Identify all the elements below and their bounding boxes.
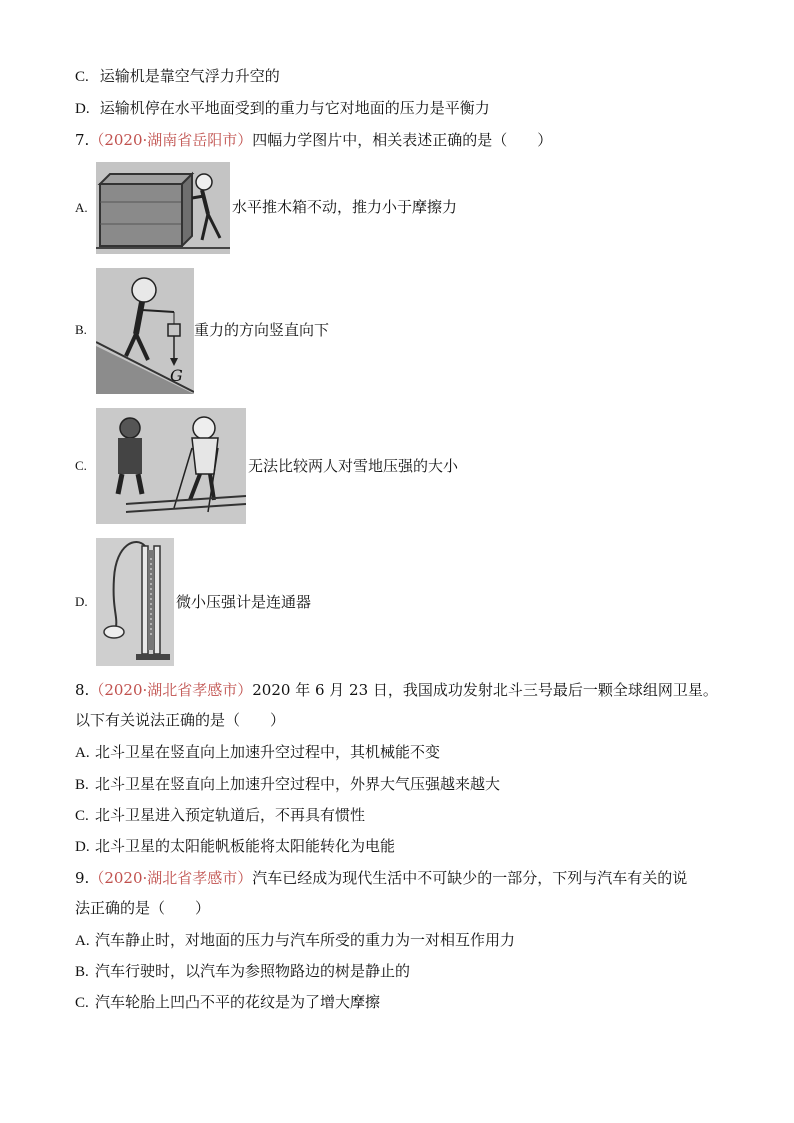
q9-option-c: C. 汽车轮胎上凹凸不平的花纹是为了增大摩擦 [75,993,381,1011]
q6-option-c: C. 运输机是靠空气浮力升空的 [75,67,280,85]
pressure-gauge-image [96,538,174,666]
q7-option-c-text: 无法比较两人对雪地压强的大小 [248,457,459,475]
q7-option-a-letter: A. [75,200,88,215]
q8-option-b: B. 北斗卫星在竖直向上加速升空过程中，外界大气压强越来越大 [75,775,501,793]
q9-stem-line2: 法正确的是（ ） [75,899,211,917]
q8-option-c: C. 北斗卫星进入预定轨道后，不再具有惯性 [75,806,366,824]
q9-option-a: A. 汽车静止时，对地面的压力与汽车所受的重力为一对相互作用力 [75,931,516,949]
gravity-slope-image [96,268,194,394]
q8-stem-line2: 以下有关说法正确的是（ ） [75,711,286,729]
q7-option-d-letter: D. [75,594,88,609]
q6-option-d: D. 运输机停在水平地面受到的重力与它对地面的压力是平衡力 [75,99,490,117]
q8-stem-line1: 8.（2020·湖北省孝感市）2020 年 6 月 23 日，我国成功发射北斗三号最后一颗全球组网卫星。 [75,681,718,699]
q7-stem: 7.（2020·湖南省岳阳市）四幅力学图片中，相关表述正确的是（ ） [75,131,553,149]
q9-option-b: B. 汽车行驶时，以汽车为参照物路边的树是静止的 [75,962,411,980]
q7-option-d-text: 微小压强计是连通器 [176,593,312,611]
q7-option-c-letter: C. [75,458,87,473]
q9-stem-line1: 9.（2020·湖北省孝感市）汽车已经成为现代生活中不可缺少的一部分，下列与汽车有关的说 [75,869,688,887]
q7-source: （2020·湖南省岳阳市） [89,131,253,149]
q9-source: （2020·湖北省孝感市） [89,869,253,887]
q8-option-a: A. 北斗卫星在竖直向上加速升空过程中，其机械能不变 [75,743,441,761]
gravity-g-label: G [170,366,183,385]
q7-option-b-text: 重力的方向竖直向下 [194,321,330,339]
q8-source: （2020·湖北省孝感市） [89,681,253,699]
q7-option-b-letter: B. [75,322,87,337]
q8-option-d: D. 北斗卫星的太阳能帆板能将太阳能转化为电能 [75,837,396,855]
snow-skiers-image [96,408,246,524]
push-box-image [96,162,230,254]
q7-option-a-text: 水平推木箱不动，推力小于摩擦力 [232,198,458,216]
